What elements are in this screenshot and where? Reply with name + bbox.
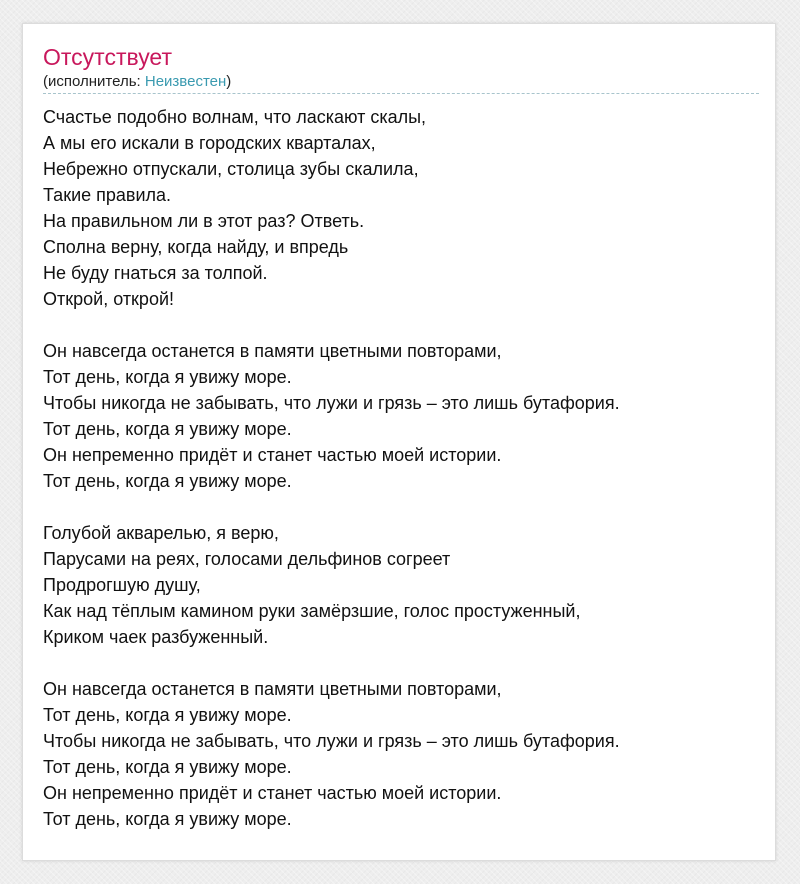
- stanza-2: [43, 338, 757, 494]
- lyric-line: Чтобы никогда не забывать, что лужи и грязь – это лишь бутафория.: [43, 731, 620, 751]
- stanza-3: [43, 520, 757, 650]
- lyric-line: Тот день, когда я увижу море.: [43, 367, 292, 387]
- lyric-line: Криком чаек разбуженный.: [43, 627, 269, 647]
- lyric-line: Тот день, когда я увижу море.: [43, 471, 292, 491]
- artist-suffix: ): [226, 73, 232, 90]
- lyric-line: Он непременно придёт и станет частью моей истории.: [43, 445, 502, 465]
- lyric-line: Такие правила.: [43, 185, 172, 205]
- lyric-line: Тот день, когда я увижу море.: [43, 757, 292, 777]
- song-title: Отсутствует: [43, 44, 172, 70]
- lyric-line: Чтобы никогда не забывать, что лужи и грязь – это лишь бутафория.: [43, 393, 620, 413]
- lyric-line: Тот день, когда я увижу море.: [43, 809, 292, 829]
- lyric-line: Не буду гнаться за толпой.: [43, 263, 268, 283]
- lyric-line: Он навсегда останется в памяти цветными повторами,: [43, 341, 502, 361]
- lyrics-body: [43, 104, 757, 858]
- stanza-1: [43, 104, 757, 312]
- lyric-line: Парусами на реях, голосами дельфинов согреет: [43, 549, 451, 569]
- artist-prefix: (исполнитель:: [43, 73, 145, 90]
- artist-link[interactable]: Неизвестен: [144, 73, 227, 90]
- lyric-line: Тот день, когда я увижу море.: [43, 705, 292, 725]
- lyric-line: Небрежно отпускали, столица зубы скалила,: [43, 159, 419, 179]
- lyric-line: На правильном ли в этот раз? Ответь.: [43, 211, 365, 231]
- title-divider: [43, 93, 759, 94]
- lyrics-card: [22, 23, 776, 861]
- lyric-line: Голубой акварелью, я верю,: [43, 523, 279, 543]
- artist-line: [43, 73, 231, 91]
- lyric-line: Он навсегда останется в памяти цветными повторами,: [43, 679, 502, 699]
- lyric-line: А мы его искали в городских кварталах,: [43, 133, 376, 153]
- lyric-line: Сполна верну, когда найду, и впредь: [43, 237, 349, 257]
- lyric-line: Открой, открой!: [43, 289, 175, 309]
- lyric-line: Счастье подобно волнам, что ласкают скалы,: [43, 107, 427, 127]
- lyric-line: Продрогшую душу,: [43, 575, 201, 595]
- lyric-line: Как над тёплым камином руки замёрзшие, голос простуженный,: [43, 601, 581, 621]
- lyric-line: Тот день, когда я увижу море.: [43, 419, 292, 439]
- stanza-4: [43, 676, 757, 832]
- lyric-line: Он непременно придёт и станет частью моей истории.: [43, 783, 502, 803]
